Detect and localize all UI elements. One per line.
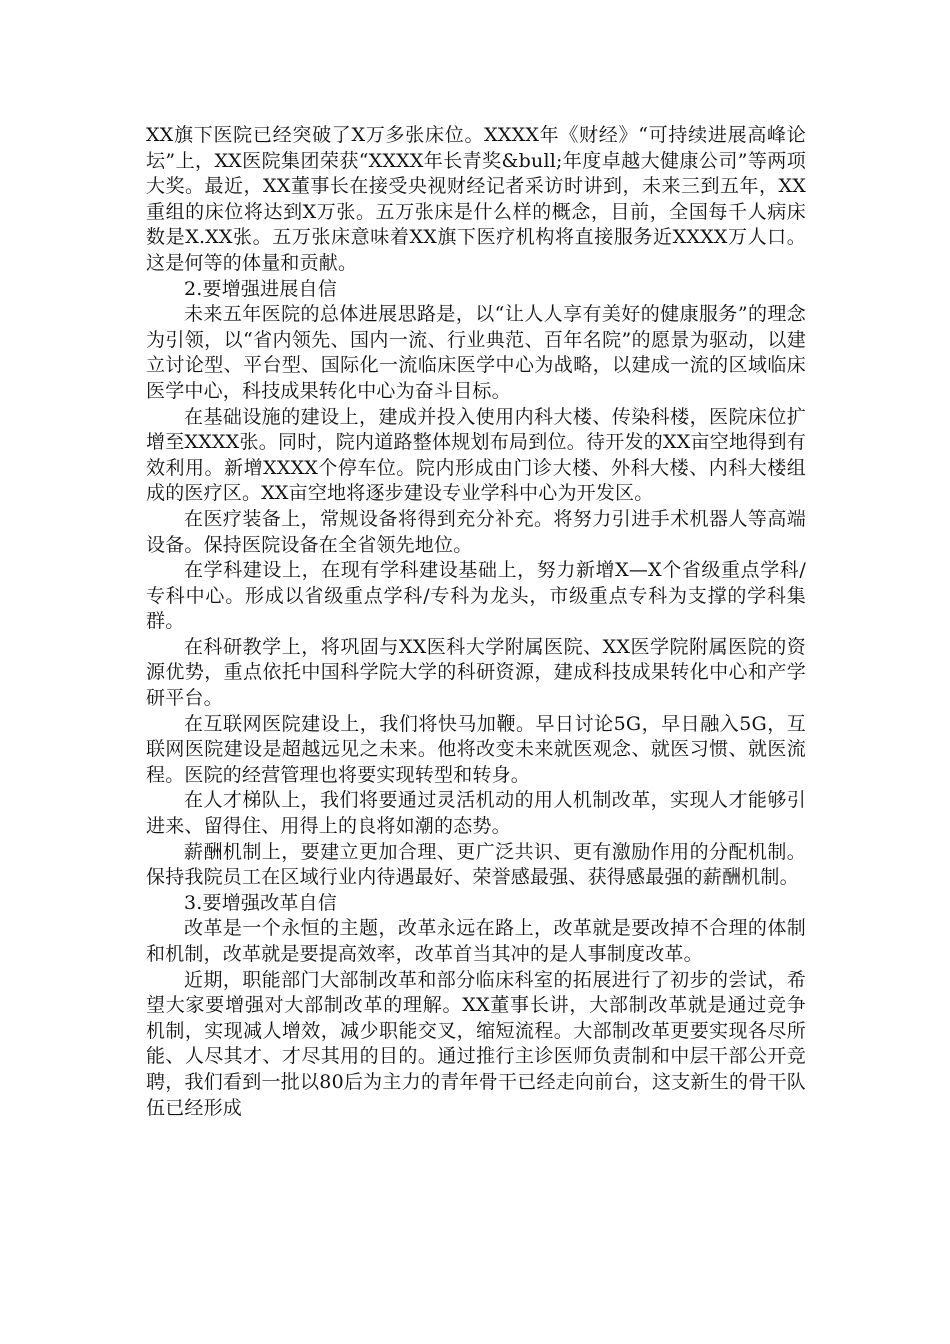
paragraph-research-teaching: 在科研教学上，将巩固与XX医科大学附属医院、XX医学院附属医院的资源优势，重点依托中国科学院大学的科研资源，建成科技成果转化中心和产学研平台。 bbox=[146, 635, 806, 710]
paragraph-development-plan: 未来五年医院的总体进展思路是，以“让人人享有美好的健康服务”的理念为引领，以“省内领先、国内一流、行业典范、百年名院”的愿景为驱动，以建立讨论型、平台型、国际化一流临床医学中心为战略，以建成一流的区域临床医学中心，科技成果转化中心为奋斗目标。 bbox=[146, 303, 806, 402]
paragraph-internet-hospital: 在互联网医院建设上，我们将快马加鞭。早日讨论5G，早日融入5G，互联网医院建设是超越远见之未来。他将改变未来就医观念、就医习惯、就医流程。医院的经营管理也将要实现转型和转身。 bbox=[146, 712, 806, 786]
paragraph-bed-count: XX旗下医院已经突破了X万多张床位。XXXX年《财经》“可持续进展高峰论坛”上，XX医院集团荣获“XXXX年长青奖&bull;年度卓越大健康公司”等两项大奖。最近，XX董事长在接受央视财经记者采访时讲到，未来三到五年，XX重组的床位将达到X万张。五万张床是什么样的概念，目前，全国每千人病床数是X.XX张。五万张床意味着XX旗下医疗机构将直接服务近XXXX万人口。这是何等的体量和贡献。 bbox=[146, 124, 806, 274]
paragraph-infrastructure: 在基础设施的建设上，建成并投入使用内科大楼、传染科楼，医院床位扩增至XXXX张。同时，院内道路整体规划布局到位。待开发的XX亩空地得到有效利用。新增XXXX个停车位。院内形成由门诊大楼、外科大楼、内科大楼组成的医疗区。XX亩空地将逐步建设专业学科中心为开发区。 bbox=[146, 405, 806, 505]
paragraph-medical-equipment: 在医疗装备上，常规设备将得到充分补充。将努力引进手术机器人等高端设备。保持医院设备在全省领先地位。 bbox=[146, 507, 806, 556]
paragraph-department-reform: 近期，职能部门大部制改革和部分临床科室的拓展进行了初步的尝试，希望大家要增强对大部制改革的理解。XX董事长讲，大部制改革就是通过竞争机制，实现减人增效，减少职能交叉，缩短流程。大部制改革更要实现各尽所能、人尽其才、才尽其用的目的。通过推行主诊医师负责制和中层干部公开竞聘，我们看到一批以80后为主力的青年骨干已经走向前台，这支新生的骨干队伍已经形成 bbox=[146, 968, 806, 1119]
document-body bbox=[146, 123, 806, 1121]
paragraph-talent-team: 在人才梯队上，我们将要通过灵活机动的用人机制改革，实现人才能够引进来、留得住、用得上的良将如潮的态势。 bbox=[146, 789, 806, 838]
paragraph-salary-mechanism: 薪酬机制上，要建立更加合理、更广泛共识、更有激励作用的分配机制。保持我院员工在区域行业内待遇最好、荣誉感最强、获得感最强的薪酬机制。 bbox=[146, 840, 806, 889]
heading-development-confidence: 2.要增强进展自信 bbox=[184, 277, 337, 300]
paragraph-discipline-building: 在学科建设上，在现有学科建设基础上，努力新增X—X个省级重点学科/专科中心。形成以省级重点学科/专科为龙头，市级重点专科为支撑的学科集群。 bbox=[146, 559, 806, 633]
heading-reform-confidence: 3.要增强改革自信 bbox=[184, 891, 337, 914]
paragraph-reform-theme: 改革是一个永恒的主题，改革永远在路上，改革就是要改掉不合理的体制和机制，改革就是要提高效率，改革首当其冲的是人事制度改革。 bbox=[146, 917, 806, 965]
